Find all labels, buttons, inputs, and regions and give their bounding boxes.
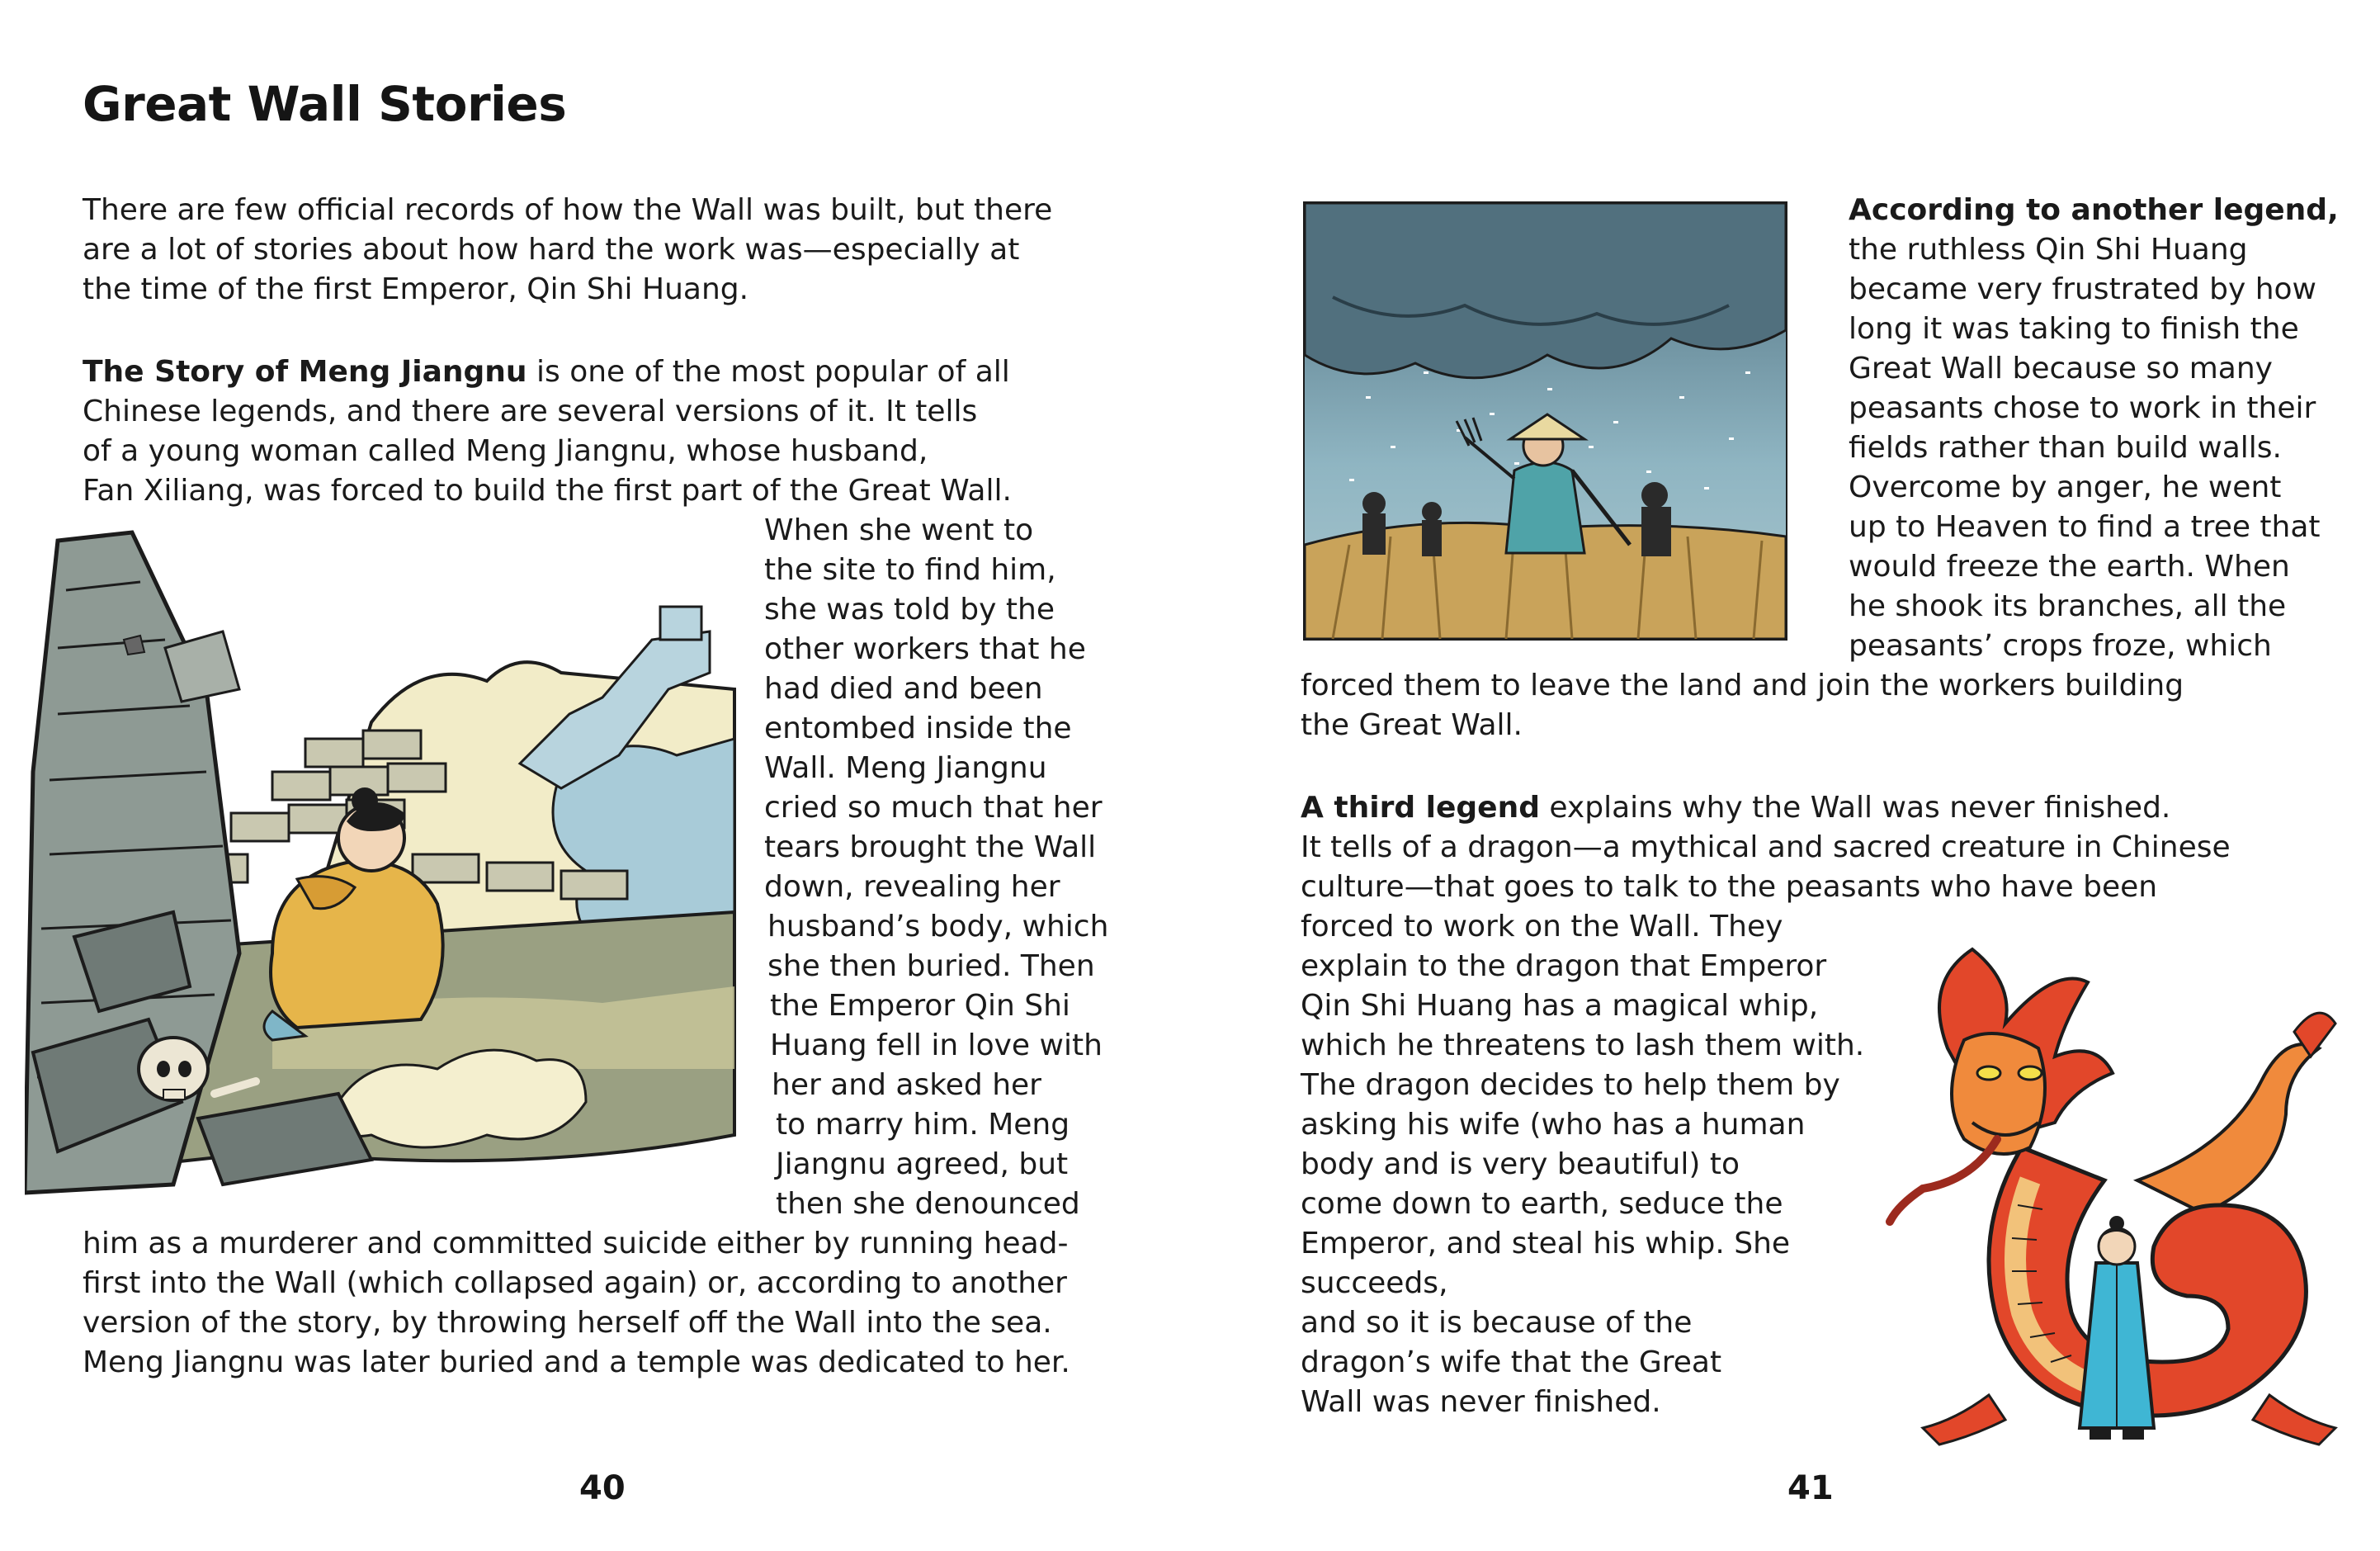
text-line: Wall was never finished.	[1301, 1385, 1661, 1419]
text-line: culture—that goes to talk to the peasants who have been	[1301, 870, 2158, 904]
text-line: her and asked her	[772, 1068, 1041, 1102]
text-line: There are few official records of how the Wall was built, but there	[83, 193, 1053, 227]
text-line: The dragon decides to help them by	[1301, 1068, 1840, 1102]
text-fragment: is one of the most popular of all	[527, 355, 1010, 389]
meng-jiangnu-illustration	[25, 524, 759, 1201]
text-line: had died and been	[764, 672, 1043, 706]
text-line: It tells of a dragon—a mythical and sacred creature in Chinese	[1301, 830, 2231, 864]
text-line: When she went to	[764, 513, 1034, 547]
text-line: then she denounced	[776, 1187, 1080, 1221]
text-line: version of the story, by throwing herself off the Wall into the sea.	[83, 1306, 1052, 1340]
text-line: the Great Wall.	[1301, 708, 1523, 742]
text-line: Wall. Meng Jiangnu	[764, 751, 1047, 785]
text-line: come down to earth, seduce the	[1301, 1187, 1783, 1221]
text-line: husband’s body, which	[767, 910, 1109, 943]
text-line: Meng Jiangnu was later buried and a temple was dedicated to her.	[83, 1345, 1070, 1379]
text-line: entombed inside the	[764, 712, 1072, 745]
text-line: succeeds,	[1301, 1266, 1448, 1300]
meng-jiangnu-heading: The Story of Meng Jiangnu	[83, 355, 527, 389]
text-line: asking his wife (who has a human	[1301, 1108, 1806, 1142]
text-line: are a lot of stories about how hard the work was—especially at	[83, 233, 1020, 267]
text-line: Great Wall because so many	[1849, 352, 2273, 385]
text-line: other workers that he	[764, 632, 1086, 666]
text-line	[1301, 788, 2170, 828]
text-line: to marry him. Meng	[776, 1108, 1070, 1142]
text-line: first into the Wall (which collapsed again) or, according to another	[83, 1266, 1067, 1300]
text-line: became very frustrated by how	[1849, 272, 2316, 306]
text-line: Overcome by anger, he went	[1849, 471, 2282, 504]
text-line: tears brought the Wall	[764, 830, 1097, 864]
text-line: would freeze the earth. When	[1849, 550, 2290, 584]
text-line: dragon’s wife that the Great	[1301, 1345, 1722, 1379]
text-line: him as a murderer and committed suicide either by running head-	[83, 1227, 1069, 1260]
text-line: Emperor, and steal his whip. She	[1301, 1227, 1791, 1260]
page-number-right: 41	[1787, 1469, 1834, 1507]
another-legend-heading: According to another legend,	[1849, 193, 2339, 227]
text-line: body and is very beautiful) to	[1301, 1147, 1740, 1181]
text-line: which he threatens to lash them with.	[1301, 1028, 1865, 1062]
text-line	[83, 352, 1010, 392]
text-line: she then buried. Then	[767, 949, 1095, 983]
text-fragment: explains why the Wall was never finished.	[1539, 791, 2171, 825]
text-line: the site to find him,	[764, 553, 1056, 587]
page-number-left: 40	[579, 1469, 626, 1507]
text-line: and so it is because of the	[1301, 1306, 1693, 1340]
text-line: Jiangnu agreed, but	[776, 1147, 1069, 1181]
text-line: the Emperor Qin Shi	[770, 989, 1070, 1023]
text-line: the ruthless Qin Shi Huang	[1849, 233, 2248, 267]
text-line: forced to work on the Wall. They	[1301, 910, 1783, 943]
peasants-storm-illustration	[1300, 198, 1791, 644]
text-line: Huang fell in love with	[770, 1028, 1103, 1062]
text-line: she was told by the	[764, 593, 1055, 627]
text-line	[1849, 191, 2339, 230]
text-line: down, revealing her	[764, 870, 1060, 904]
text-line: Qin Shi Huang has a magical whip,	[1301, 989, 1819, 1023]
illustration-svg	[1873, 933, 2344, 1461]
text-line: forced them to leave the land and join the workers building	[1301, 669, 2184, 702]
text-line: long it was taking to finish the	[1849, 312, 2299, 346]
page-title: Great Wall Stories	[83, 76, 567, 132]
text-line: peasants chose to work in their	[1849, 391, 2316, 425]
text-line: the time of the first Emperor, Qin Shi Huang.	[83, 272, 749, 306]
text-line: cried so much that her	[764, 791, 1103, 825]
text-line: Fan Xiliang, was forced to build the first part of the Great Wall.	[83, 474, 1012, 508]
text-line: explain to the dragon that Emperor	[1301, 949, 1827, 983]
third-legend-heading: A third legend	[1301, 791, 1540, 825]
text-line: Chinese legends, and there are several versions of it. It tells	[83, 395, 978, 428]
illustration-svg	[25, 524, 759, 1201]
text-line: of a young woman called Meng Jiangnu, whose husband,	[83, 434, 928, 468]
text-line: he shook its branches, all the	[1849, 589, 2287, 623]
illustration-svg	[1300, 198, 1791, 644]
dragon-illustration	[1873, 933, 2344, 1461]
text-line: peasants’ crops froze, which	[1849, 629, 2272, 663]
text-line: fields rather than build walls.	[1849, 431, 2282, 465]
text-line: up to Heaven to find a tree that	[1849, 510, 2321, 544]
